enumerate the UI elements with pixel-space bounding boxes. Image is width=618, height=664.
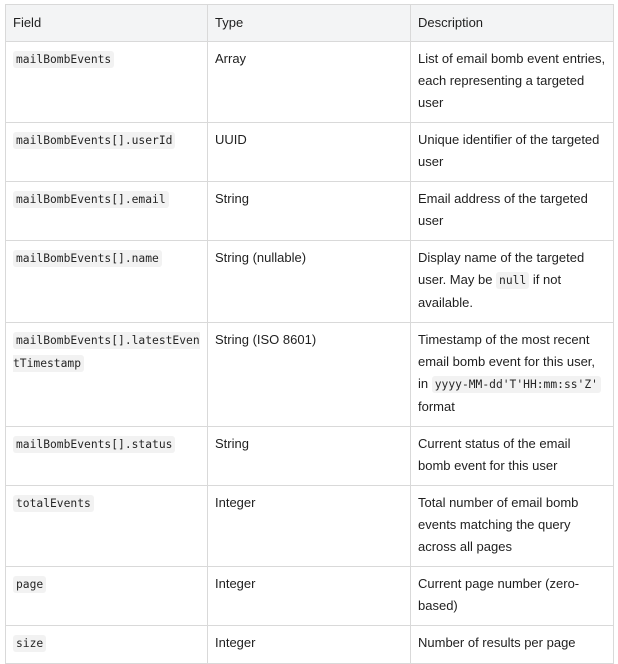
description-text: Unique identifier of the targeted user — [418, 132, 600, 169]
description-cell — [411, 567, 614, 626]
description-cell — [411, 123, 614, 182]
field-name-code: mailBombEvents[].latestEventTimestamp — [13, 334, 200, 370]
table-row — [6, 241, 614, 323]
description-cell — [411, 42, 614, 123]
type-cell: String (ISO 8601) — [208, 323, 411, 427]
field-name-code: totalEvents — [13, 495, 94, 512]
description-text: if not available. — [418, 272, 562, 310]
field-cell — [6, 241, 208, 323]
field-name-code: mailBombEvents[].status — [13, 436, 175, 453]
fields-table — [5, 4, 614, 664]
field-cell — [6, 626, 208, 664]
table-row — [6, 42, 614, 123]
field-name-code: page — [13, 576, 46, 593]
description-text: Timestamp of the most recent email bomb event for this user, in — [418, 332, 596, 391]
field-cell — [6, 123, 208, 182]
header-type: Type — [208, 5, 411, 42]
header-description: Description — [411, 5, 614, 42]
type-cell: String — [208, 427, 411, 486]
description-text: format — [418, 399, 455, 414]
description-text: Total number of email bomb events matching the query across all pages — [418, 495, 579, 554]
description-cell — [411, 241, 614, 323]
table-row — [6, 182, 614, 241]
type-cell: Array — [208, 42, 411, 123]
field-cell — [6, 323, 208, 427]
description-cell — [411, 323, 614, 427]
table-body — [6, 42, 614, 664]
description-inline-code: yyyy-MM-dd'T'HH:mm:ss'Z' — [432, 376, 601, 393]
field-name-code: mailBombEvents[].name — [13, 250, 162, 267]
description-text: Number of results per page — [418, 635, 576, 650]
type-cell: UUID — [208, 123, 411, 182]
type-cell: Integer — [208, 567, 411, 626]
field-name-code: mailBombEvents — [13, 51, 114, 68]
description-cell — [411, 427, 614, 486]
type-cell: String — [208, 182, 411, 241]
table-row — [6, 567, 614, 626]
field-name-code: size — [13, 635, 46, 652]
table-row — [6, 123, 614, 182]
field-cell — [6, 486, 208, 567]
description-text: Display name of the targeted user. May be — [418, 250, 585, 287]
description-text: List of email bomb event entries, each representing a targeted user — [418, 51, 606, 110]
description-cell — [411, 626, 614, 664]
field-cell — [6, 42, 208, 123]
description-text: Email address of the targeted user — [418, 191, 588, 228]
type-cell: Integer — [208, 486, 411, 567]
table-header-row — [6, 5, 614, 42]
table-row — [6, 427, 614, 486]
description-text: Current page number (zero-based) — [418, 576, 580, 613]
field-cell — [6, 567, 208, 626]
field-name-code: mailBombEvents[].email — [13, 191, 169, 208]
table-row — [6, 626, 614, 664]
type-cell: String (nullable) — [208, 241, 411, 323]
header-field: Field — [6, 5, 208, 42]
field-cell — [6, 182, 208, 241]
description-text: Current status of the email bomb event for this user — [418, 436, 571, 473]
description-cell — [411, 182, 614, 241]
field-cell — [6, 427, 208, 486]
table-row — [6, 323, 614, 427]
description-inline-code: null — [496, 272, 529, 289]
field-name-code: mailBombEvents[].userId — [13, 132, 175, 149]
description-cell — [411, 486, 614, 567]
table-row — [6, 486, 614, 567]
type-cell: Integer — [208, 626, 411, 664]
